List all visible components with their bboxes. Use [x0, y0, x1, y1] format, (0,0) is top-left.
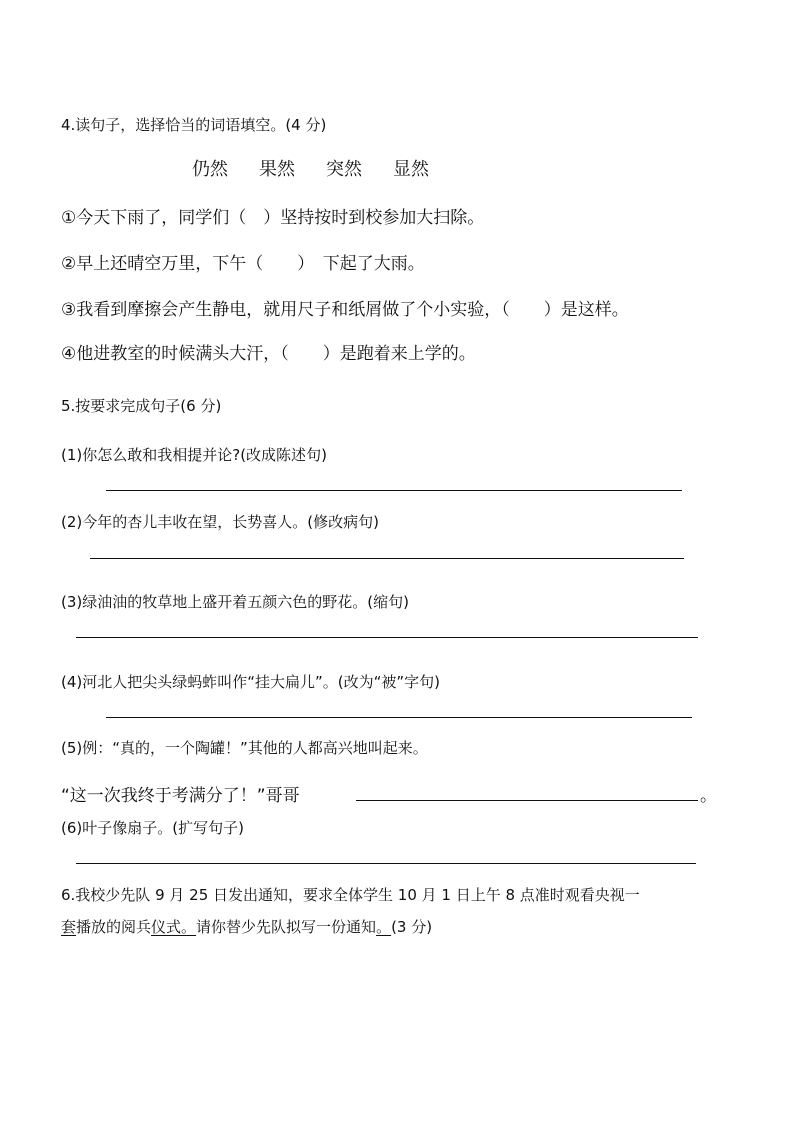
q4-item-3: ③我看到摩擦会产生静电，就用尺子和纸屑做了个小实验，（ ）是这样。 [61, 300, 629, 320]
q5-answer-line-1[interactable] [106, 490, 682, 491]
q4-option-3: 突然 [326, 159, 362, 180]
q4-option-1: 仍然 [192, 159, 228, 180]
q4-option-4: 显然 [393, 159, 429, 180]
q5-answer-line-5[interactable] [356, 800, 698, 801]
q5-item-5-prompt: “这一次我终于考满分了！”哥哥 [61, 786, 300, 806]
q6-score: (3 分) [391, 918, 433, 936]
q5-item-3: (3)绿油油的牧草地上盛开着五颜六色的野花。(缩句) [61, 593, 409, 611]
q4-item-2: ②早上还晴空万里，下午（ ） 下起了大雨。 [61, 254, 425, 274]
q6-underlined-text: 套 [61, 918, 77, 936]
q5-answer-line-3[interactable] [76, 637, 698, 638]
q6-text: 请你替少先队拟写一份通知 [196, 918, 377, 936]
q6-underlined-text: 仪式。 [151, 918, 197, 936]
q5-title: 5.按要求完成句子(6 分) [61, 397, 222, 415]
q4-option-2: 果然 [259, 159, 295, 180]
q5-answer-line-2[interactable] [90, 558, 684, 559]
q6-underlined-text: 。 [376, 918, 392, 936]
q5-answer-line-6[interactable] [76, 863, 696, 864]
q6-line-2 [61, 916, 432, 937]
q5-item-5-end-mark: 。 [700, 786, 717, 806]
q4-item-4: ④他进教室的时候满头大汗，（ ）是跑着来上学的。 [61, 344, 476, 364]
q5-item-1: (1)你怎么敢和我相提并论?(改成陈述句) [61, 446, 327, 464]
q5-item-2: (2)今年的杏儿丰收在望，长势喜人。(修改病句) [61, 513, 379, 531]
q6-text: 播放的阅兵 [76, 918, 152, 936]
q6-line-1: 6.我校少先队 9 月 25 日发出通知，要求全体学生 10 月 1 日上午 8 点准时观看央视一 [61, 886, 640, 904]
q5-answer-line-4[interactable] [106, 717, 692, 718]
q4-title: 4.读句子，选择恰当的词语填空。(4 分) [61, 116, 327, 134]
q5-item-6: (6)叶子像扇子。(扩写句子) [61, 819, 244, 837]
q5-item-5: (5)例：“真的，一个陶罐！”其他的人都高兴地叫起来。 [61, 739, 428, 757]
q4-item-1: ①今天下雨了，同学们（ ）坚持按时到校参加大扫除。 [61, 208, 485, 228]
q5-item-4: (4)河北人把尖头绿蚂蚱叫作“挂大扁儿”。(改为“被”字句) [61, 673, 441, 691]
